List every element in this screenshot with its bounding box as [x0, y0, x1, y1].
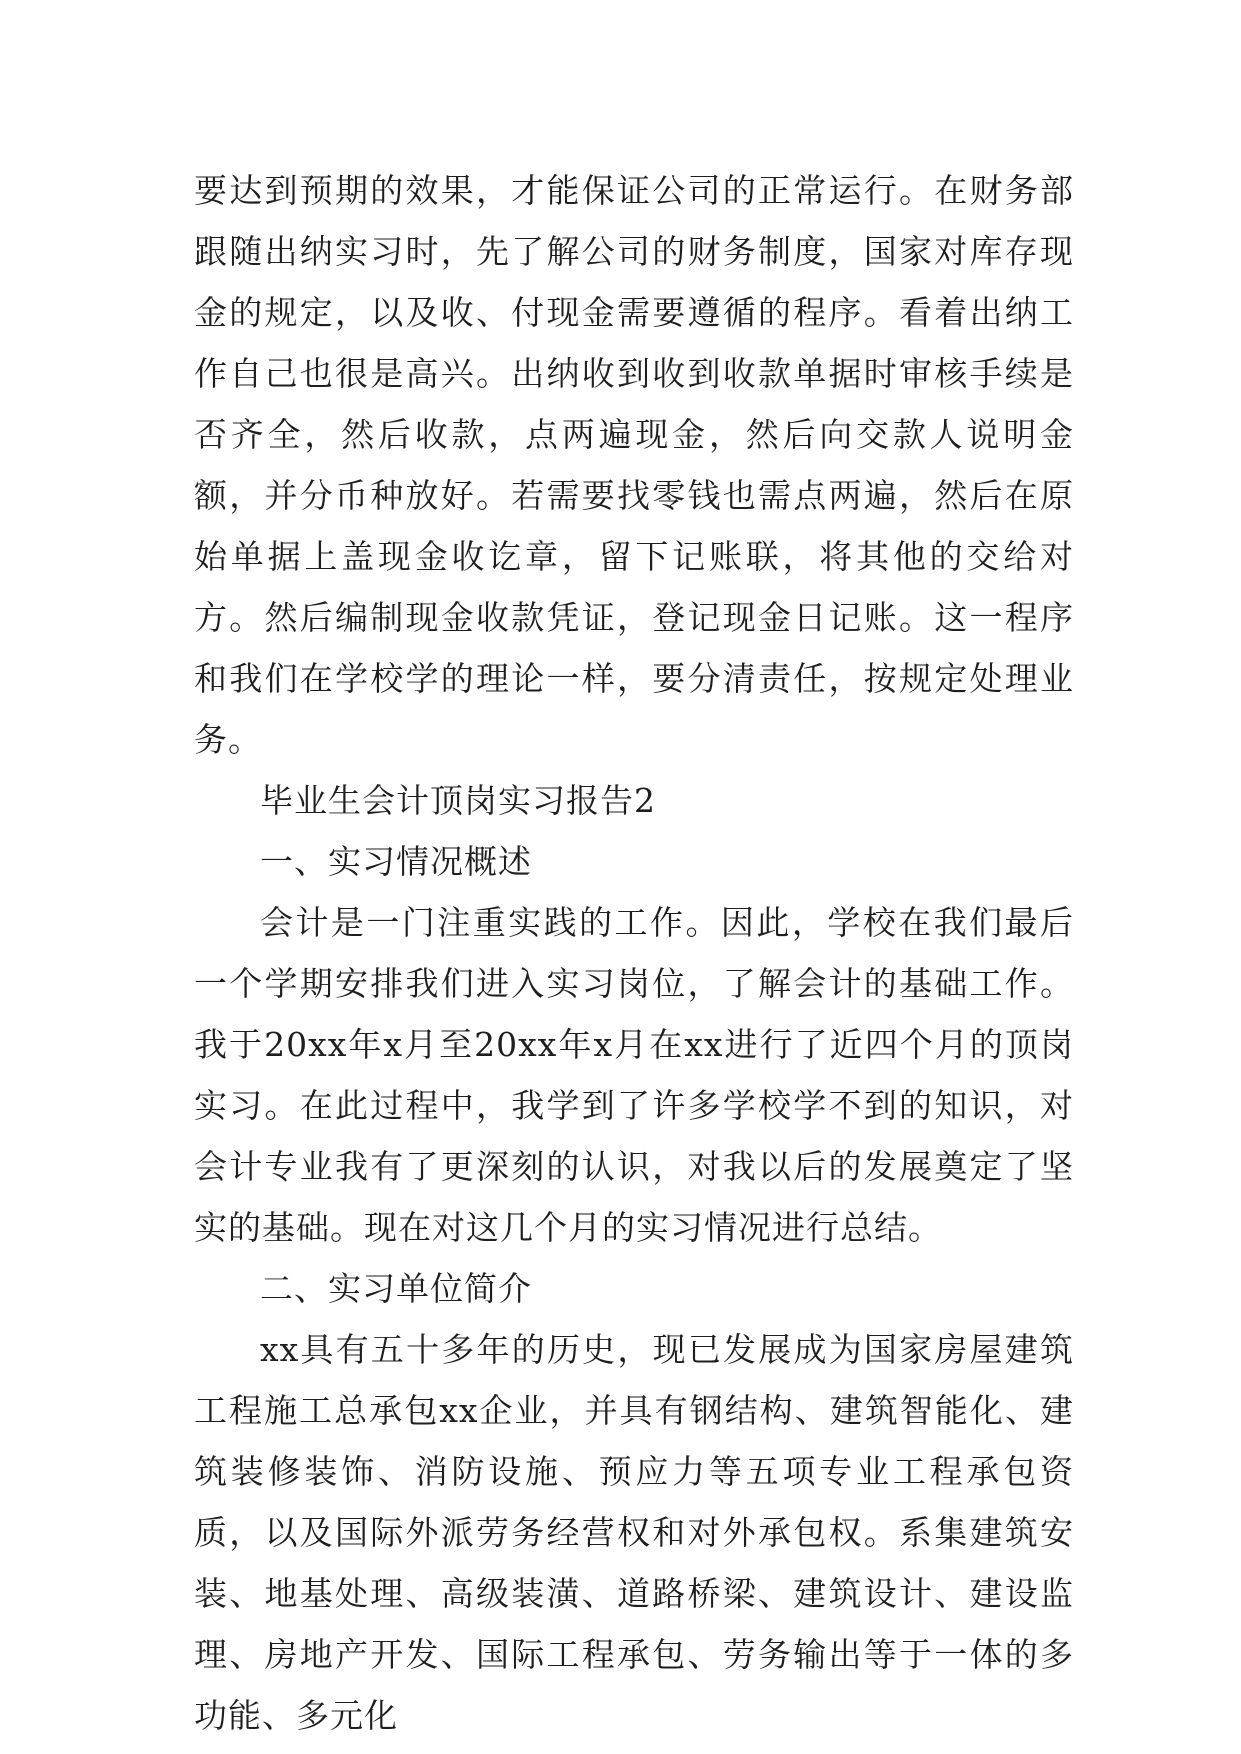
body-paragraph-unit-intro: xx具有五十多年的历史，现已发展成为国家房屋建筑工程施工总承包xx企业，并具有钢结构、建筑智能化、建筑装修装饰、消防设施、预应力等五项专业工程承包资质，以及国际外派劳务经营权和对外承包权。系集建筑安装、地基处理、高级装潢、道路桥梁、建筑设计、建设监理、房地产开发、国际工程承包、劳务输出等于一体的多功能、多元化	[194, 1330, 1074, 1735]
section-heading-overview: 一、实习情况概述	[260, 842, 532, 881]
document-body	[194, 160, 1074, 1746]
section-heading-unit-intro: 二、实习单位简介	[260, 1269, 532, 1308]
report-title: 毕业生会计顶岗实习报告2	[260, 781, 656, 820]
body-paragraph-continued: 要达到预期的效果，才能保证公司的正常运行。在财务部跟随出纳实习时，先了解公司的财务制度，国家对库存现金的规定，以及收、付现金需要遵循的程序。看着出纳工作自己也很是高兴。出纳收到收到收款单据时审核手续是否齐全，然后收款，点两遍现金，然后向交款人说明金额，并分币种放好。若需要找零钱也需点两遍，然后在原始单据上盖现金收讫章，留下记账联，将其他的交给对方。然后编制现金收款凭证，登记现金日记账。这一程序和我们在学校学的理论一样，要分清责任，按规定处理业务。	[194, 171, 1074, 759]
body-paragraph-overview: 会计是一门注重实践的工作。因此，学校在我们最后一个学期安排我们进入实习岗位，了解会计的基础工作。我于20xx年x月至20xx年x月在xx进行了近四个月的顶岗实习。在此过程中，我学到了许多学校学不到的知识，对会计专业我有了更深刻的认识，对我以后的发展奠定了坚实的基础。现在对这几个月的实习情况进行总结。	[194, 903, 1074, 1247]
